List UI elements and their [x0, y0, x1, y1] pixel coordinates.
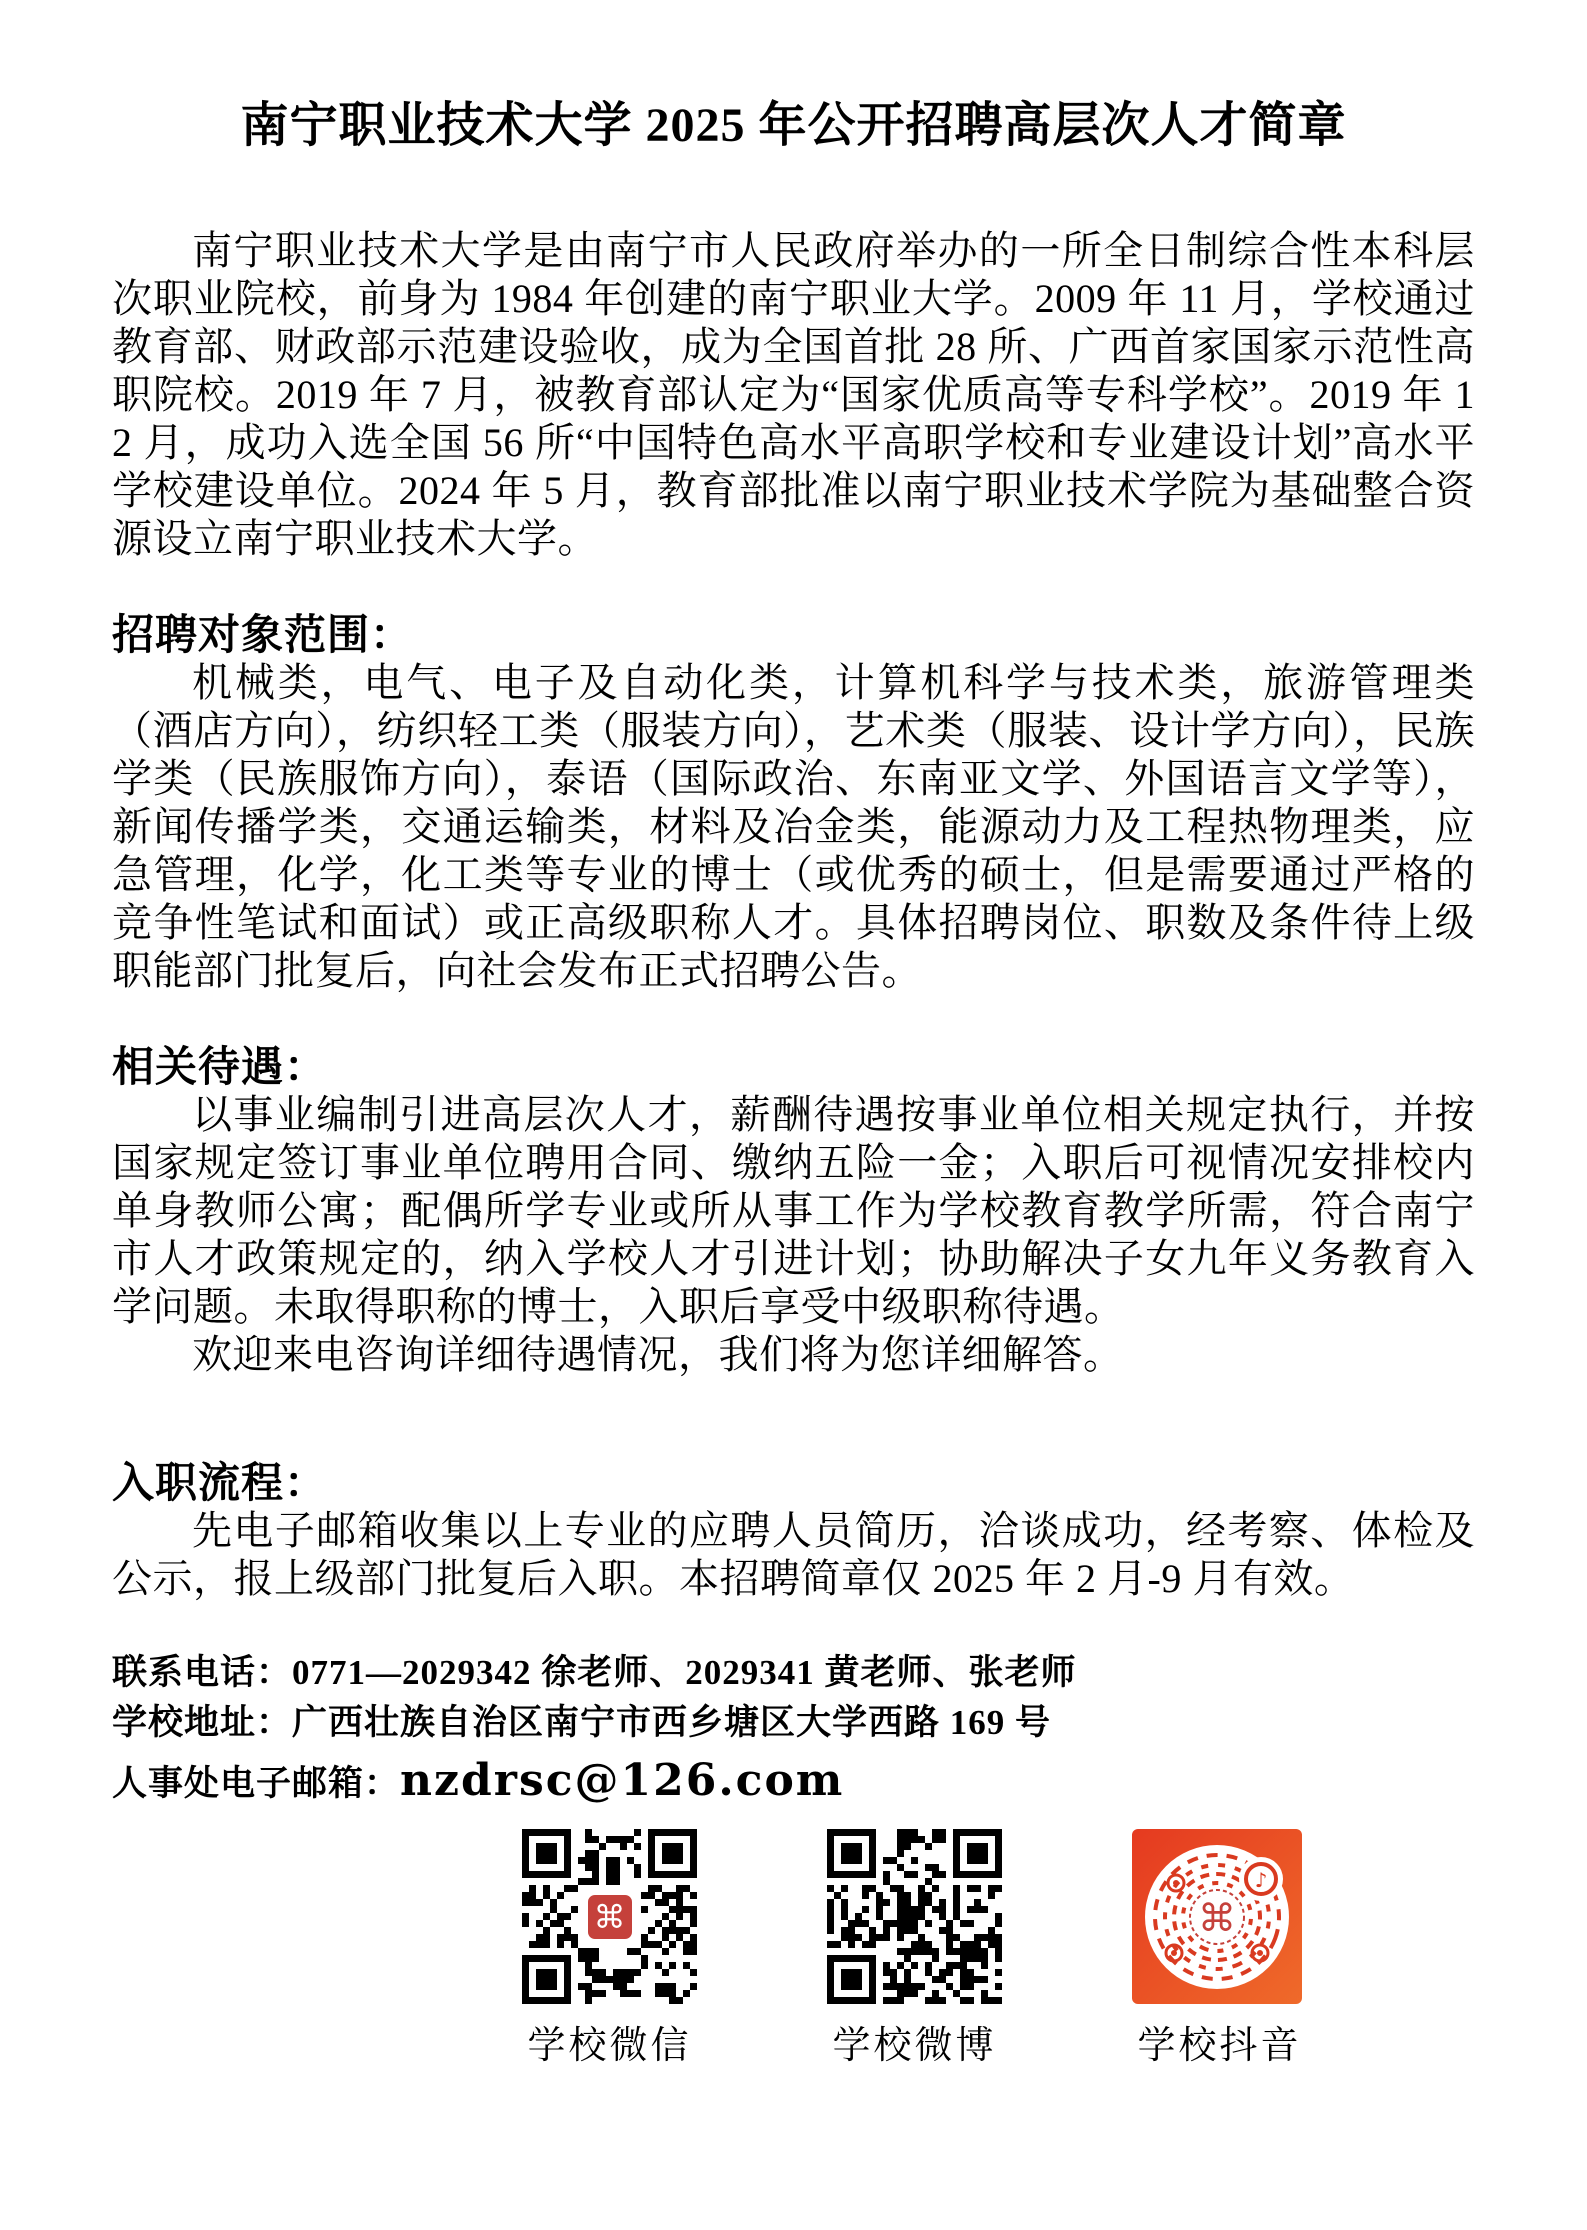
contact-block: [112, 1648, 1475, 1813]
wechat-qr-caption: 学校微信: [527, 2025, 692, 2067]
qr-code-row: [112, 1829, 1475, 2069]
douyin-qr-graphic: [1132, 1829, 1302, 2004]
onboarding-process-paragraph: 先电子邮箱收集以上专业的应聘人员简历，洽谈成功，经考察、体检及公示，报上级部门批复后入职。本招聘简章仅 2025 年 2 月-9 月有效。: [112, 1508, 1475, 1601]
phone-label: 联系电话：: [112, 1653, 293, 1692]
weibo-qr-figure: [827, 1829, 1002, 2069]
benefits-welcome-call-paragraph: 欢迎来电咨询详细待遇情况，我们将为您详细解答。: [192, 1332, 1124, 1377]
document-page: [0, 98, 1587, 2230]
contact-email-line: [112, 1752, 1475, 1813]
wechat-qr-image: [522, 1829, 697, 2004]
contact-phone-line: [112, 1648, 1475, 1698]
weibo-qr-caption: 学校微博: [832, 2025, 997, 2067]
douyin-qr-image: [1132, 1829, 1307, 2004]
page-title: 南宁职业技术大学 2025 年公开招聘高层次人才简章: [240, 99, 1347, 152]
section-heading-onboarding-process: 入职流程：: [112, 1459, 328, 1506]
address-value: 广西壮族自治区南宁市西乡塘区大学西路 169 号: [292, 1703, 1052, 1742]
recruitment-scope-paragraph: 机械类，电气、电子及自动化类，计算机科学与技术类，旅游管理类（酒店方向），纺织轻工类（服装方向），艺术类（服装、设计学方向），民族学类（民族服饰方向），泰语（国际政治、东南亚文学、外国语言文学等），新闻传播学类，交通运输类，材料及冶金类，能源动力及工程热物理类，应急管理，化学，化工类等专业的博士（或优秀的硕士，但是需要通过严格的竞争性笔试和面试）或正高级职称人才。具体招聘岗位、职数及条件待上级职能部门批复后，向社会发布正式招聘公告。: [112, 660, 1475, 993]
section-heading-benefits: 相关待遇：: [112, 1043, 328, 1090]
wechat-qr-figure: [522, 1829, 697, 2069]
email-label: 人事处电子邮箱：: [112, 1764, 401, 1803]
school-logo-icon: ⌘: [583, 1890, 637, 1944]
music-note-icon: ♪: [1254, 1868, 1268, 1892]
address-label: 学校地址：: [112, 1703, 293, 1742]
douyin-center-school-logo-icon: ⌘: [1198, 1896, 1236, 1940]
weibo-qr-image: [827, 1829, 1002, 2004]
douyin-qr-figure: [1132, 1829, 1307, 2069]
intro-paragraph: 南宁职业技术大学是由南宁市人民政府举办的一所全日制综合性本科层次职业院校，前身为 1984 年创建的南宁职业大学。2009 年 11 月，学校通过教育部、财政部示范建设验收，成为全国首批 28 所、广西首家国家示范性高职院校。2019 年 7 月，被教育部认定为“国家优质高等专科学校”。2019 年 12 月，成功入选全国 56 所“中国特色高水平高职学校和专业建设计划”高水平学校建设单位。2024 年 5 月，教育部批准以南宁职业技术学院为基础整合资源设立南宁职业技术大学。: [112, 228, 1475, 561]
phone-value: 0771—2029342 徐老师、2029341 黄老师、张老师: [292, 1653, 1077, 1692]
hr-email-value: nzdrsc@126.com: [400, 1755, 845, 1806]
section-heading-recruitment-scope: 招聘对象范围：: [112, 611, 414, 658]
benefits-paragraph: 以事业编制引进高层次人才，薪酬待遇按事业单位相关规定执行，并按国家规定签订事业单位聘用合同、缴纳五险一金；入职后可视情况安排校内单身教师公寓；配偶所学专业或所从事工作为学校教育教学所需，符合南宁市人才政策规定的，纳入学校人才引进计划；协助解决子女九年义务教育入学问题。未取得职称的博士，入职后享受中级职称待遇。: [112, 1092, 1475, 1329]
douyin-qr-caption: 学校抖音: [1137, 2025, 1302, 2067]
contact-address-line: [112, 1698, 1475, 1748]
